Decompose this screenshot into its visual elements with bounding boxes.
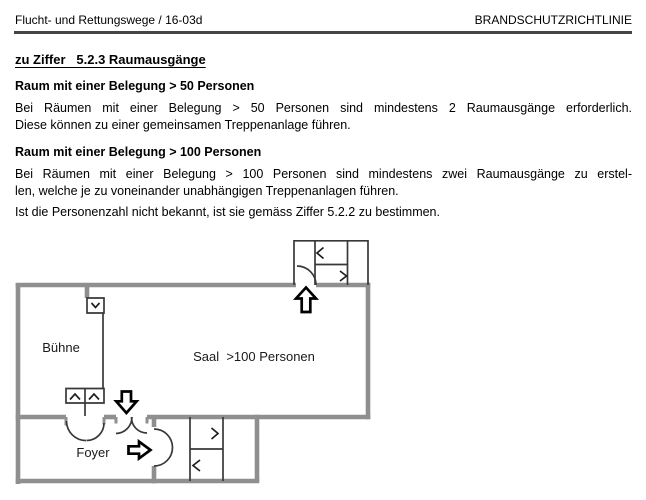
- stage-steps-door: [66, 389, 104, 441]
- door-arc: [297, 266, 316, 285]
- door-arc: [116, 417, 132, 434]
- paragraph-line: Bei Räumen mit einer Belegung > 50 Personen sind mindestens 2 Raumausgänge erforderlich.: [15, 101, 632, 115]
- heading-occupancy-50: Raum mit einer Belegung > 50 Personen: [15, 79, 255, 93]
- door-arc: [154, 448, 173, 467]
- chevron-right-icon: [340, 271, 347, 281]
- room-label-stage: Bühne: [42, 340, 80, 355]
- paragraph-line: Bei Räumen mit einer Belegung > 100 Personen sind mindestens zwei Raumausgänge zu erstel-: [15, 167, 632, 181]
- stage-step-box: [87, 298, 104, 313]
- chevron-right-icon: [212, 428, 219, 439]
- header-guideline-name: BRANDSCHUTZRICHTLINIE: [474, 13, 632, 27]
- lower-staircase: [190, 417, 223, 481]
- heading-occupancy-100: Raum mit einer Belegung > 100 Personen: [15, 145, 262, 159]
- upper-staircase-outline: [294, 241, 368, 285]
- down-exit-arrow-icon: [116, 392, 136, 414]
- door-arc: [131, 417, 147, 433]
- header-document-name: Flucht- und Rettungswege / 16-03d: [15, 13, 203, 27]
- room-label-foyer: Foyer: [76, 445, 110, 460]
- paragraph-line: Ist die Personenzahl nicht bekannt, ist sie gemäss Ziffer 5.2.2 zu bestimmen.: [15, 205, 440, 219]
- stage-partition: [87, 298, 104, 389]
- paragraph-line: len, welche je zu voneinander unabhängigen Treppenanlagen führen.: [15, 184, 399, 198]
- door-arc: [87, 423, 105, 441]
- chevron-up-icon: [89, 394, 99, 400]
- section-title: zu Ziffer 5.2.3 Raumausgänge: [15, 52, 206, 67]
- foyer-stairwell-double-door: [154, 429, 173, 466]
- door-arc: [154, 429, 173, 448]
- room-label-hall: Saal >100 Personen: [193, 349, 315, 364]
- up-exit-arrow-icon: [296, 288, 316, 313]
- chevron-up-icon: [70, 394, 80, 400]
- upper-staircase: [294, 241, 368, 285]
- chevron-down-icon: [92, 303, 100, 308]
- chevron-left-icon: [317, 248, 324, 259]
- walls: [16, 283, 371, 484]
- right-exit-arrow-icon: [129, 442, 151, 459]
- paragraph-line: Diese können zu einer gemeinsamen Treppenanlage führen.: [15, 118, 351, 132]
- hall-foyer-double-door: [116, 417, 147, 434]
- door-arc: [67, 421, 87, 441]
- chevron-left-icon: [193, 460, 200, 471]
